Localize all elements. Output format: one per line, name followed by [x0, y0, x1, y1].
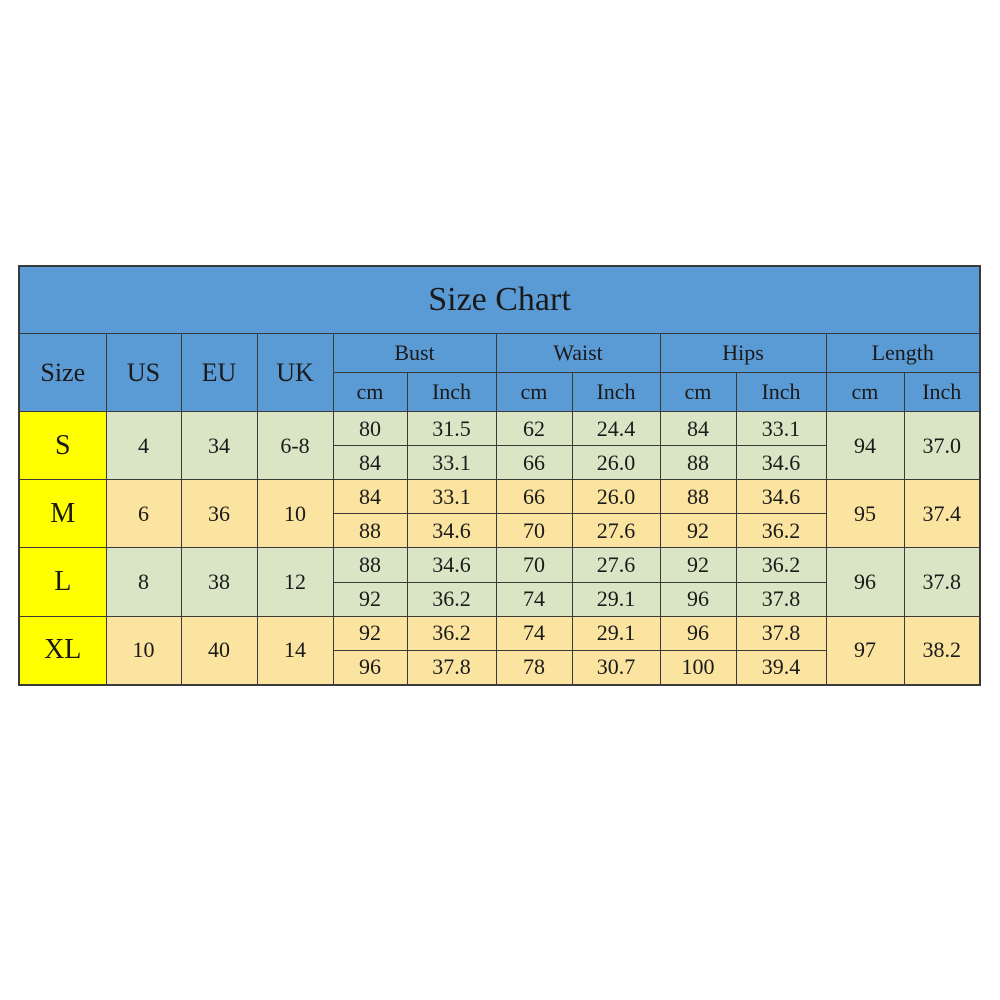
table-row-m-1 — [19, 480, 980, 514]
length-inch: 37.0 — [904, 412, 980, 480]
us-size: 4 — [106, 412, 181, 480]
bust-cm: 96 — [333, 650, 407, 685]
size-label: M — [19, 480, 106, 548]
unit-hips-inch: Inch — [736, 373, 826, 412]
hips-inch: 37.8 — [736, 582, 826, 616]
waist-cm: 70 — [496, 548, 572, 582]
us-size: 6 — [106, 480, 181, 548]
unit-length-inch: Inch — [904, 373, 980, 412]
bust-cm: 80 — [333, 412, 407, 446]
size-label: L — [19, 548, 106, 616]
header-size: Size — [19, 334, 106, 412]
size-chart-table — [18, 265, 981, 686]
hips-cm: 96 — [660, 582, 736, 616]
uk-size: 14 — [257, 616, 333, 685]
waist-cm: 74 — [496, 616, 572, 650]
bust-cm: 88 — [333, 514, 407, 548]
waist-cm: 62 — [496, 412, 572, 446]
eu-size: 38 — [181, 548, 257, 616]
uk-size: 12 — [257, 548, 333, 616]
hips-cm: 96 — [660, 616, 736, 650]
unit-bust-cm: cm — [333, 373, 407, 412]
bust-inch: 34.6 — [407, 548, 496, 582]
waist-inch: 27.6 — [572, 548, 660, 582]
bust-cm: 92 — [333, 616, 407, 650]
unit-hips-cm: cm — [660, 373, 736, 412]
eu-size: 36 — [181, 480, 257, 548]
hips-cm: 88 — [660, 480, 736, 514]
table-row-l-1 — [19, 548, 980, 582]
hips-inch: 36.2 — [736, 548, 826, 582]
length-inch: 38.2 — [904, 616, 980, 685]
bust-inch: 34.6 — [407, 514, 496, 548]
hips-inch: 37.8 — [736, 616, 826, 650]
header-hips: Hips — [660, 334, 826, 373]
waist-inch: 30.7 — [572, 650, 660, 685]
chart-title: Size Chart — [19, 266, 980, 334]
bust-inch: 37.8 — [407, 650, 496, 685]
hips-cm: 100 — [660, 650, 736, 685]
bust-inch: 33.1 — [407, 480, 496, 514]
length-cm: 96 — [826, 548, 904, 616]
header-eu: EU — [181, 334, 257, 412]
bust-inch: 36.2 — [407, 582, 496, 616]
hips-inch: 39.4 — [736, 650, 826, 685]
waist-cm: 74 — [496, 582, 572, 616]
unit-waist-inch: Inch — [572, 373, 660, 412]
length-cm: 97 — [826, 616, 904, 685]
waist-inch: 26.0 — [572, 446, 660, 480]
waist-cm: 66 — [496, 480, 572, 514]
table-row-s-1 — [19, 412, 980, 446]
unit-bust-inch: Inch — [407, 373, 496, 412]
waist-cm: 78 — [496, 650, 572, 685]
waist-inch: 27.6 — [572, 514, 660, 548]
hips-cm: 92 — [660, 514, 736, 548]
bust-inch: 31.5 — [407, 412, 496, 446]
bust-cm: 92 — [333, 582, 407, 616]
us-size: 10 — [106, 616, 181, 685]
hips-cm: 84 — [660, 412, 736, 446]
bust-cm: 88 — [333, 548, 407, 582]
unit-waist-cm: cm — [496, 373, 572, 412]
bust-inch: 33.1 — [407, 446, 496, 480]
hips-inch: 34.6 — [736, 446, 826, 480]
uk-size: 10 — [257, 480, 333, 548]
bust-cm: 84 — [333, 480, 407, 514]
us-size: 8 — [106, 548, 181, 616]
hips-inch: 33.1 — [736, 412, 826, 446]
hips-inch: 36.2 — [736, 514, 826, 548]
hips-inch: 34.6 — [736, 480, 826, 514]
header-length: Length — [826, 334, 980, 373]
size-label: S — [19, 412, 106, 480]
waist-inch: 29.1 — [572, 616, 660, 650]
size-label: XL — [19, 616, 106, 685]
header-uk: UK — [257, 334, 333, 412]
header-us: US — [106, 334, 181, 412]
header-waist: Waist — [496, 334, 660, 373]
waist-inch: 29.1 — [572, 582, 660, 616]
waist-inch: 24.4 — [572, 412, 660, 446]
waist-cm: 70 — [496, 514, 572, 548]
uk-size: 6-8 — [257, 412, 333, 480]
unit-length-cm: cm — [826, 373, 904, 412]
length-cm: 95 — [826, 480, 904, 548]
table-row-xl-1 — [19, 616, 980, 650]
bust-cm: 84 — [333, 446, 407, 480]
length-cm: 94 — [826, 412, 904, 480]
hips-cm: 92 — [660, 548, 736, 582]
header-bust: Bust — [333, 334, 496, 373]
eu-size: 34 — [181, 412, 257, 480]
length-inch: 37.8 — [904, 548, 980, 616]
waist-inch: 26.0 — [572, 480, 660, 514]
waist-cm: 66 — [496, 446, 572, 480]
eu-size: 40 — [181, 616, 257, 685]
bust-inch: 36.2 — [407, 616, 496, 650]
length-inch: 37.4 — [904, 480, 980, 548]
hips-cm: 88 — [660, 446, 736, 480]
